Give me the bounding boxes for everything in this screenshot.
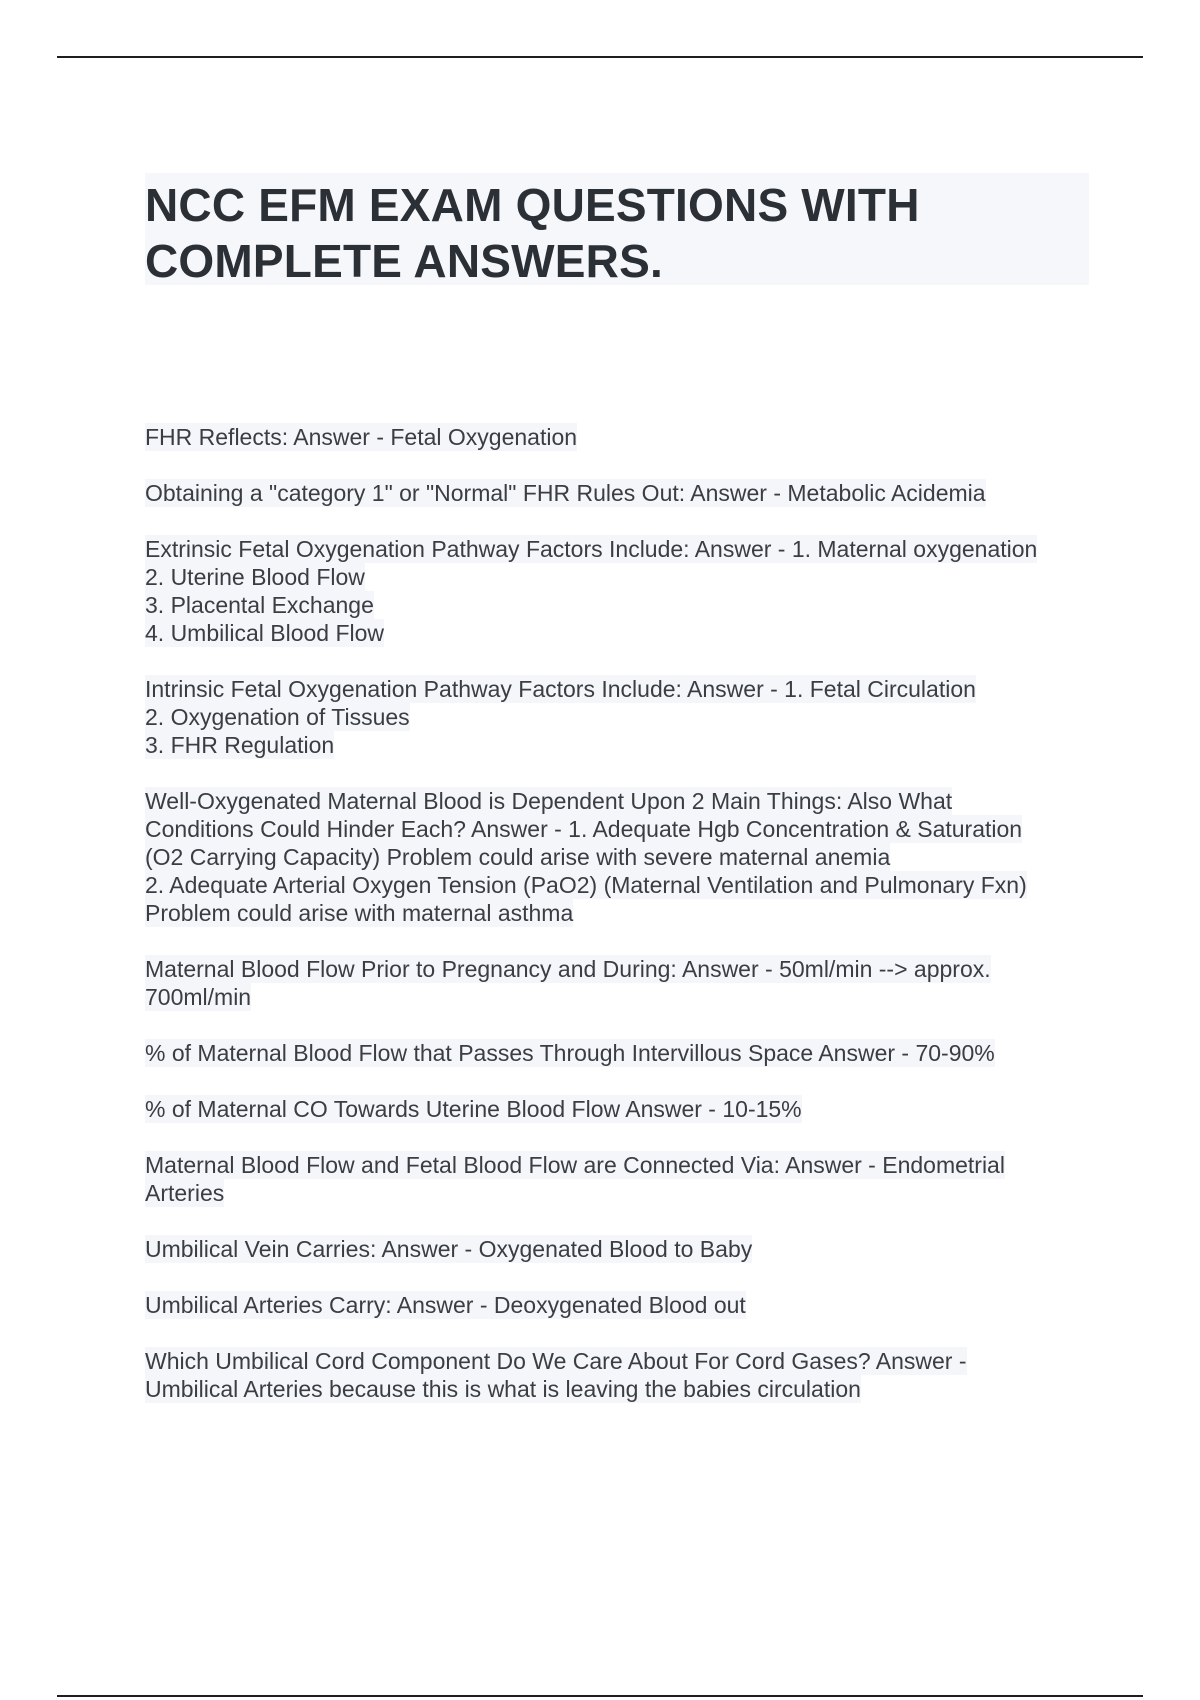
qa-item <box>145 955 1105 1011</box>
qa-line: 700ml/min <box>145 984 252 1010</box>
qa-line: 3. FHR Regulation <box>145 732 335 758</box>
qa-line: 4. Umbilical Blood Flow <box>145 620 385 646</box>
qa-line: FHR Reflects: Answer - Fetal Oxygenation <box>145 424 578 450</box>
qa-line: Problem could arise with maternal asthma <box>145 900 574 926</box>
qa-item <box>145 479 1105 507</box>
qa-line: 2. Adequate Arterial Oxygen Tension (PaO2) (Maternal Ventilation and Pulmonary Fxn) <box>145 872 1027 898</box>
qa-item <box>145 1347 1105 1403</box>
qa-line: Umbilical Vein Carries: Answer - Oxygenated Blood to Baby <box>145 1236 753 1262</box>
qa-line: Intrinsic Fetal Oxygenation Pathway Factors Include: Answer - 1. Fetal Circulation <box>145 676 976 702</box>
qa-item <box>145 1291 1105 1319</box>
qa-list <box>145 423 1105 1431</box>
qa-line: Arteries <box>145 1180 225 1206</box>
qa-line: (O2 Carrying Capacity) Problem could arise with severe maternal anemia <box>145 844 891 870</box>
qa-item <box>145 675 1105 759</box>
qa-line: Conditions Could Hinder Each? Answer - 1. Adequate Hgb Concentration & Saturation <box>145 816 1023 842</box>
qa-line: Well-Oxygenated Maternal Blood is Dependent Upon 2 Main Things: Also What <box>145 788 953 814</box>
qa-line: Maternal Blood Flow Prior to Pregnancy and During: Answer - 50ml/min --> approx. <box>145 956 991 982</box>
qa-line: 3. Placental Exchange <box>145 592 374 618</box>
qa-item <box>145 1039 1105 1067</box>
title-block <box>145 173 1089 285</box>
qa-line: Obtaining a "category 1" or "Normal" FHR Rules Out: Answer - Metabolic Acidemia <box>145 480 986 506</box>
qa-item <box>145 787 1105 927</box>
top-rule <box>57 56 1143 58</box>
qa-item <box>145 535 1105 647</box>
qa-item <box>145 1095 1105 1123</box>
qa-item <box>145 423 1105 451</box>
qa-item <box>145 1151 1105 1207</box>
qa-line: Maternal Blood Flow and Fetal Blood Flow are Connected Via: Answer - Endometrial <box>145 1152 1005 1178</box>
qa-line: Umbilical Arteries Carry: Answer - Deoxygenated Blood out <box>145 1292 746 1318</box>
document-title <box>145 173 1089 289</box>
qa-line: % of Maternal Blood Flow that Passes Through Intervillous Space Answer - 70-90% <box>145 1040 995 1066</box>
qa-line: 2. Oxygenation of Tissues <box>145 704 410 730</box>
bottom-rule <box>57 1695 1143 1697</box>
title-line: COMPLETE ANSWERS. <box>145 235 663 287</box>
qa-line: Umbilical Arteries because this is what is leaving the babies circulation <box>145 1376 861 1402</box>
title-line: NCC EFM EXAM QUESTIONS WITH <box>145 179 920 231</box>
qa-line: 2. Uterine Blood Flow <box>145 564 365 590</box>
qa-line: Which Umbilical Cord Component Do We Care About For Cord Gases? Answer - <box>145 1348 967 1374</box>
qa-item <box>145 1235 1105 1263</box>
qa-line: Extrinsic Fetal Oxygenation Pathway Factors Include: Answer - 1. Maternal oxygenation <box>145 536 1038 562</box>
qa-line: % of Maternal CO Towards Uterine Blood Flow Answer - 10-15% <box>145 1096 802 1122</box>
